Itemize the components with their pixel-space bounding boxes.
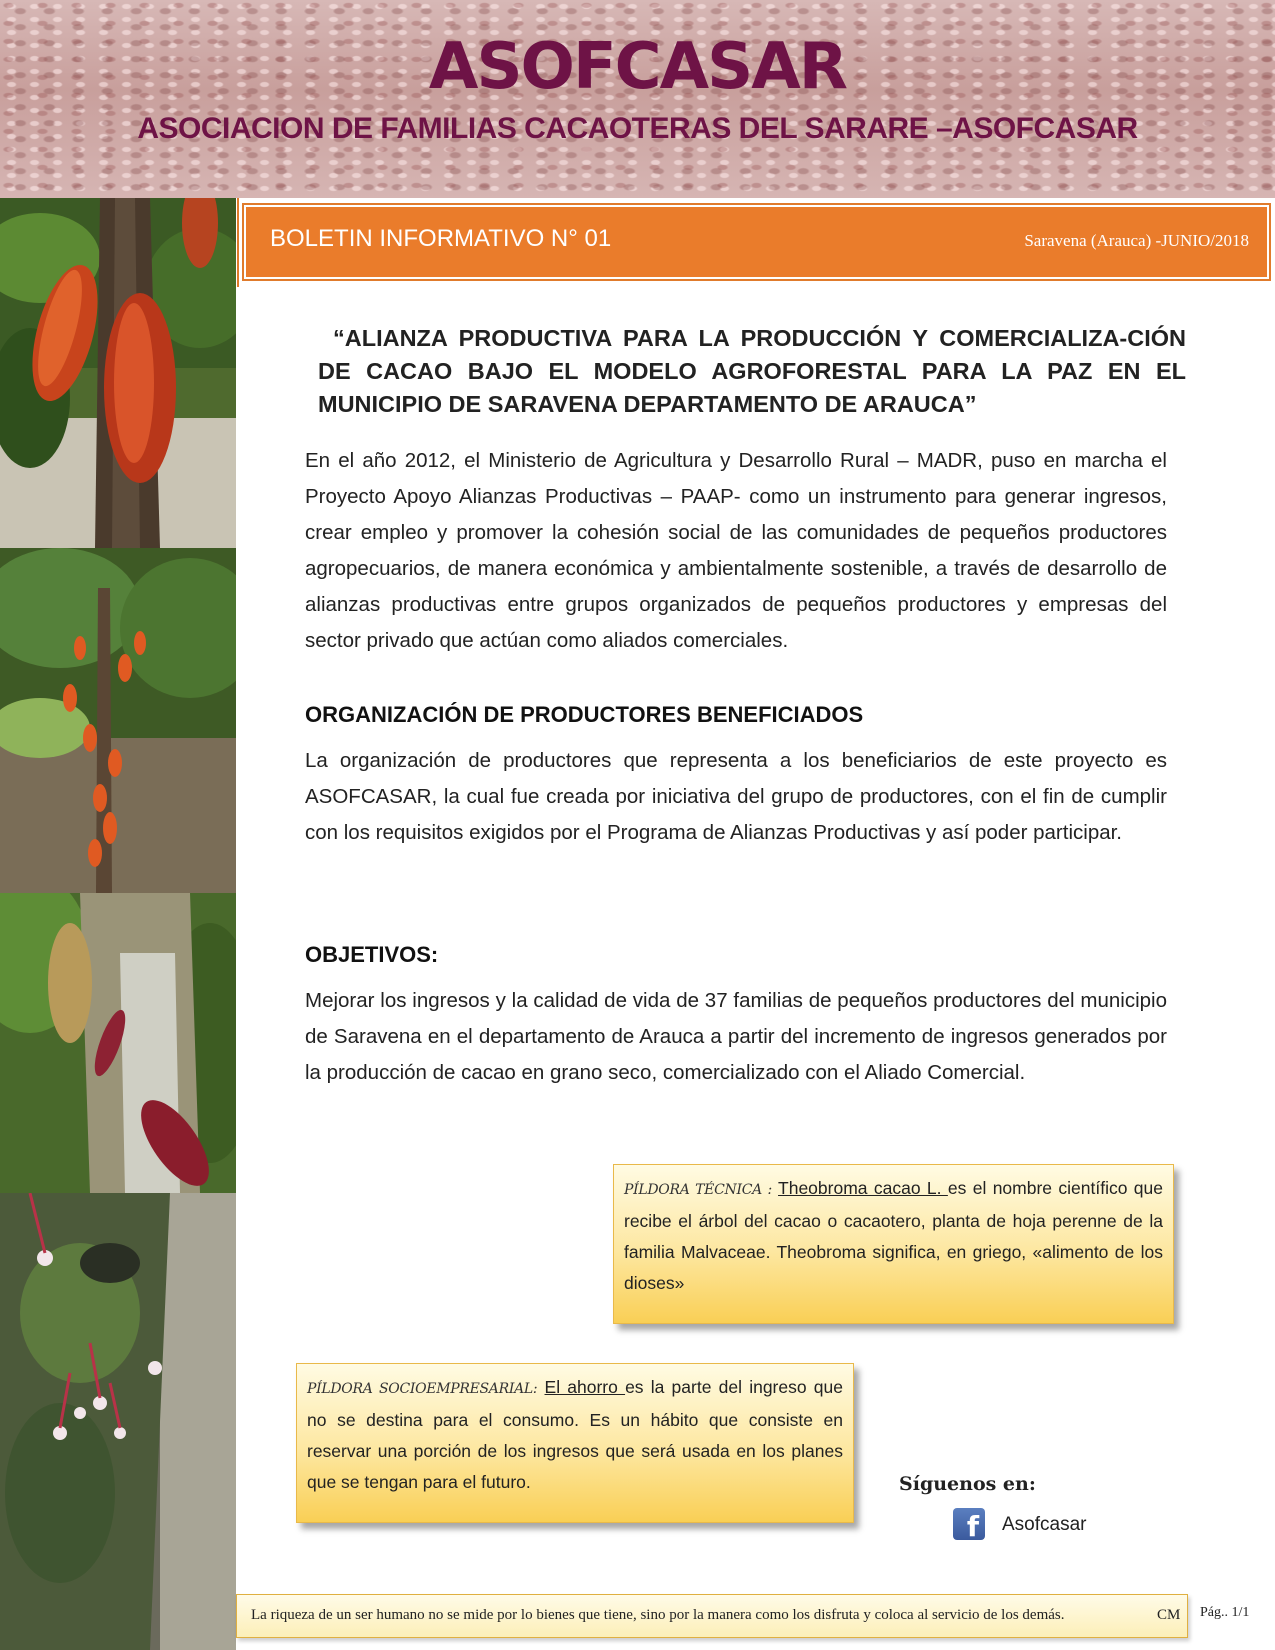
footer-quote-bar xyxy=(236,1594,1188,1638)
pill-technical-box xyxy=(613,1164,1174,1324)
objectives-paragraph: Mejorar los ingresos y la calidad de vida de 37 familias de pequeños productores del municipio de Saravena en el departamento de Arauca a partir del incremento de ingresos generados por la producción de cacao en grano seco, comercializado con el Aliado Comercial. xyxy=(305,989,1167,1084)
cacao-photo-column xyxy=(0,198,236,1650)
bulletin-location-date: Saravena (Arauca) -JUNIO/2018 xyxy=(1024,231,1249,250)
pill-business-box xyxy=(296,1363,854,1523)
article-headline: “ALIANZA PRODUCTIVA PARA LA PRODUCCIÓN Y COMERCIALIZA-CIÓN DE CACAO BAJO EL MODELO AGROFORESTAL PARA LA PAZ EN EL MUNICIPIO DE SARAVENA DEPARTAMENTO DE ARAUCA” xyxy=(318,325,1186,417)
cacao-flowers-photo xyxy=(0,1193,236,1650)
organization-paragraph: La organización de productores que representa a los beneficiarios de este proyecto es ASOFCASAR, la cual fue creada por iniciativa del grupo de productores, con el fin de cumplir con los requisitos exigidos por el Programa de Alianzas Productivas y así poder participar. xyxy=(305,749,1167,844)
association-name: ASOCIACION DE FAMILIAS CACAOTERAS DEL SARARE –ASOFCASAR xyxy=(137,112,1138,145)
facebook-icon[interactable]: f xyxy=(953,1508,985,1540)
pill-technical-term: Theobroma cacao L. xyxy=(778,1178,948,1198)
follow-us-label: Síguenos en: xyxy=(899,1473,1036,1495)
pill-business-term: El ahorro xyxy=(544,1377,626,1397)
bulletin-title: BOLETIN INFORMATIVO N° 01 xyxy=(270,225,612,252)
footer-quote: La riqueza de un ser humano no se mide por lo bienes que tiene, sino por la manera como los disfruta y coloca al servicio de los demás. xyxy=(251,1607,1065,1623)
purple-pods-photo xyxy=(0,893,236,1193)
pill-technical-label: PÍLDORA TÉCNICA : xyxy=(624,1182,772,1198)
page-number: Pág.. 1/1 xyxy=(1200,1605,1250,1620)
pill-technical-text: es el nombre científico que recibe el árbol del cacao o cacaotero, planta de hoja perenne de la familia Malvaceae. Theobroma significa, en griego, «alimento de los dioses» xyxy=(624,1178,1164,1293)
footer-initials: CM xyxy=(1157,1607,1181,1623)
objectives-heading: OBJETIVOS: xyxy=(305,942,439,967)
header-banner xyxy=(0,0,1275,198)
facebook-page-name[interactable]: Asofcasar xyxy=(1002,1514,1087,1535)
organization-heading: ORGANIZACIÓN DE PRODUCTORES BENEFICIADOS xyxy=(305,702,864,727)
bulletin-bar xyxy=(244,205,1269,279)
cacao-pods-photo xyxy=(0,198,236,548)
brand-title: ASOFCASAR xyxy=(428,30,847,104)
cacao-tree-photo xyxy=(0,548,236,893)
intro-paragraph: En el año 2012, el Ministerio de Agricultura y Desarrollo Rural – MADR, puso en marcha el Proyecto Apoyo Alianzas Productivas – PAAP- como un instrumento para generar ingresos, crear empleo y promover la cohesión social de las comunidades de pequeños productores agropecuarios, de manera económica y ambientalmente sostenible, a través de desarrollo de alianzas productivas entre grupos organizados de pequeños productores y empresas del sector privado que actúan como aliados comerciales. xyxy=(305,449,1167,652)
pill-business-text: es la parte del ingreso que no se destina para el consumo. Es un hábito que consiste en reservar una porción de los ingresos que será usada en los planes que se tengan para el futuro. xyxy=(307,1377,843,1492)
pill-business-label: PÍLDORA SOCIOEMPRESARIAL: xyxy=(307,1381,538,1397)
